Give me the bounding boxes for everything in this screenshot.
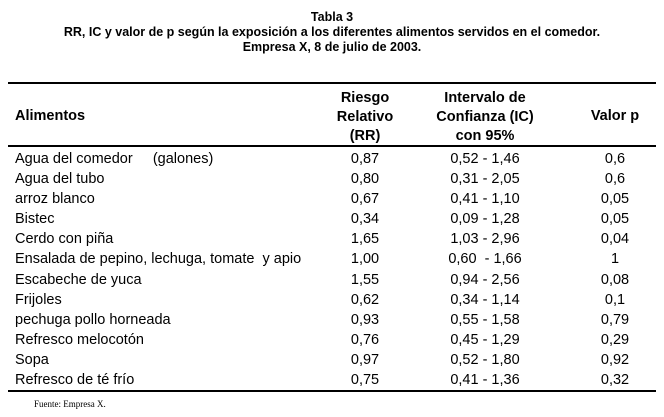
cell-rr: 0,76 <box>350 331 380 348</box>
cell-p: 0,1 <box>604 291 626 308</box>
cell-food: Cerdo con piña <box>15 231 114 248</box>
cell-ic: 0,31 - 2,05 <box>450 171 520 188</box>
cell-rr: 0,87 <box>350 151 380 167</box>
table-caption: RR, IC y valor de p según la exposición a los diferentes alimentos servidos en el comedor. <box>63 25 601 39</box>
cell-food: Agua del tubo <box>15 171 105 188</box>
table-row <box>0 149 664 169</box>
cell-p: 0,92 <box>600 351 630 368</box>
cell-p: 0,29 <box>600 331 630 348</box>
header-rr-line2: Relativo <box>336 109 394 125</box>
table-subcaption: Empresa X, 8 de julio de 2003. <box>242 40 422 54</box>
table-body <box>0 149 664 390</box>
table-row <box>0 310 664 330</box>
cell-food: Frijoles <box>15 291 62 308</box>
header-confidence-interval <box>415 89 555 146</box>
cell-rr: 0,62 <box>350 291 380 308</box>
cell-ic: 0,52 - 1,80 <box>450 351 520 368</box>
cell-p: 0,08 <box>600 271 630 288</box>
table-row <box>0 229 664 249</box>
cell-food: Refresco melocotón <box>15 331 144 348</box>
header-relative-risk <box>325 89 405 146</box>
table-title <box>0 10 664 55</box>
cell-ic: 0,09 - 1,28 <box>450 211 520 228</box>
cell-ic: 1,03 - 2,96 <box>450 231 520 248</box>
header-ic-line3: con 95% <box>455 128 515 144</box>
cell-food: Bistec <box>15 211 55 228</box>
bottom-rule <box>8 390 656 392</box>
cell-ic: 0,41 - 1,36 <box>450 372 520 389</box>
cell-rr: 0,67 <box>350 191 380 208</box>
cell-p: 0,79 <box>600 311 630 328</box>
header-p-value: Valor p <box>590 108 640 124</box>
cell-p: 0,05 <box>600 211 630 228</box>
cell-food: Escabeche de yuca <box>15 271 142 288</box>
cell-p: 0,6 <box>604 151 626 167</box>
cell-food: Refresco de té frío <box>15 372 135 389</box>
header-food: Alimentos <box>15 108 86 124</box>
cell-rr: 0,93 <box>350 311 380 328</box>
cell-ic: 0,41 - 1,10 <box>450 191 520 208</box>
cell-rr: 0,80 <box>350 171 380 188</box>
source-note: Fuente: Empresa X. <box>34 399 106 409</box>
table-row <box>0 169 664 189</box>
table-row <box>0 249 664 269</box>
cell-rr: 0,97 <box>350 351 380 368</box>
cell-rr: 1,55 <box>350 271 380 288</box>
cell-p: 0,6 <box>604 171 626 188</box>
table-row <box>0 370 664 390</box>
table-row <box>0 189 664 209</box>
table-row <box>0 290 664 310</box>
cell-p: 1 <box>610 251 620 268</box>
header-rr-line1: Riesgo <box>340 90 390 106</box>
header-rr-line3: (RR) <box>349 128 381 144</box>
cell-food: Agua del comedor (galones) <box>15 151 214 167</box>
cell-ic: 0,60 - 1,66 <box>448 251 522 268</box>
header-ic-line2: Confianza (IC) <box>436 109 534 125</box>
cell-ic: 0,52 - 1,46 <box>450 151 520 167</box>
cell-rr: 1,00 <box>350 251 380 268</box>
table-row <box>0 270 664 290</box>
table-row <box>0 330 664 350</box>
cell-food: pechuga pollo horneada <box>15 311 171 328</box>
top-rule <box>8 82 656 84</box>
cell-rr: 0,34 <box>350 211 380 228</box>
cell-ic: 0,94 - 2,56 <box>450 271 520 288</box>
cell-food: Sopa <box>15 351 49 368</box>
cell-ic: 0,55 - 1,58 <box>450 311 520 328</box>
table-number: Tabla 3 <box>310 10 354 24</box>
table-row <box>0 209 664 229</box>
header-ic-line1: Intervalo de <box>444 90 526 106</box>
cell-ic: 0,34 - 1,14 <box>450 291 520 308</box>
cell-rr: 1,65 <box>350 231 380 248</box>
cell-p: 0,05 <box>600 191 630 208</box>
cell-rr: 0,75 <box>350 372 380 389</box>
cell-p: 0,32 <box>600 372 630 389</box>
header-rule <box>8 145 656 147</box>
cell-p: 0,04 <box>600 231 630 248</box>
table-row <box>0 350 664 370</box>
cell-food: Ensalada de pepino, lechuga, tomate y apio <box>15 251 302 268</box>
cell-ic: 0,45 - 1,29 <box>450 331 520 348</box>
cell-food: arroz blanco <box>15 191 95 208</box>
